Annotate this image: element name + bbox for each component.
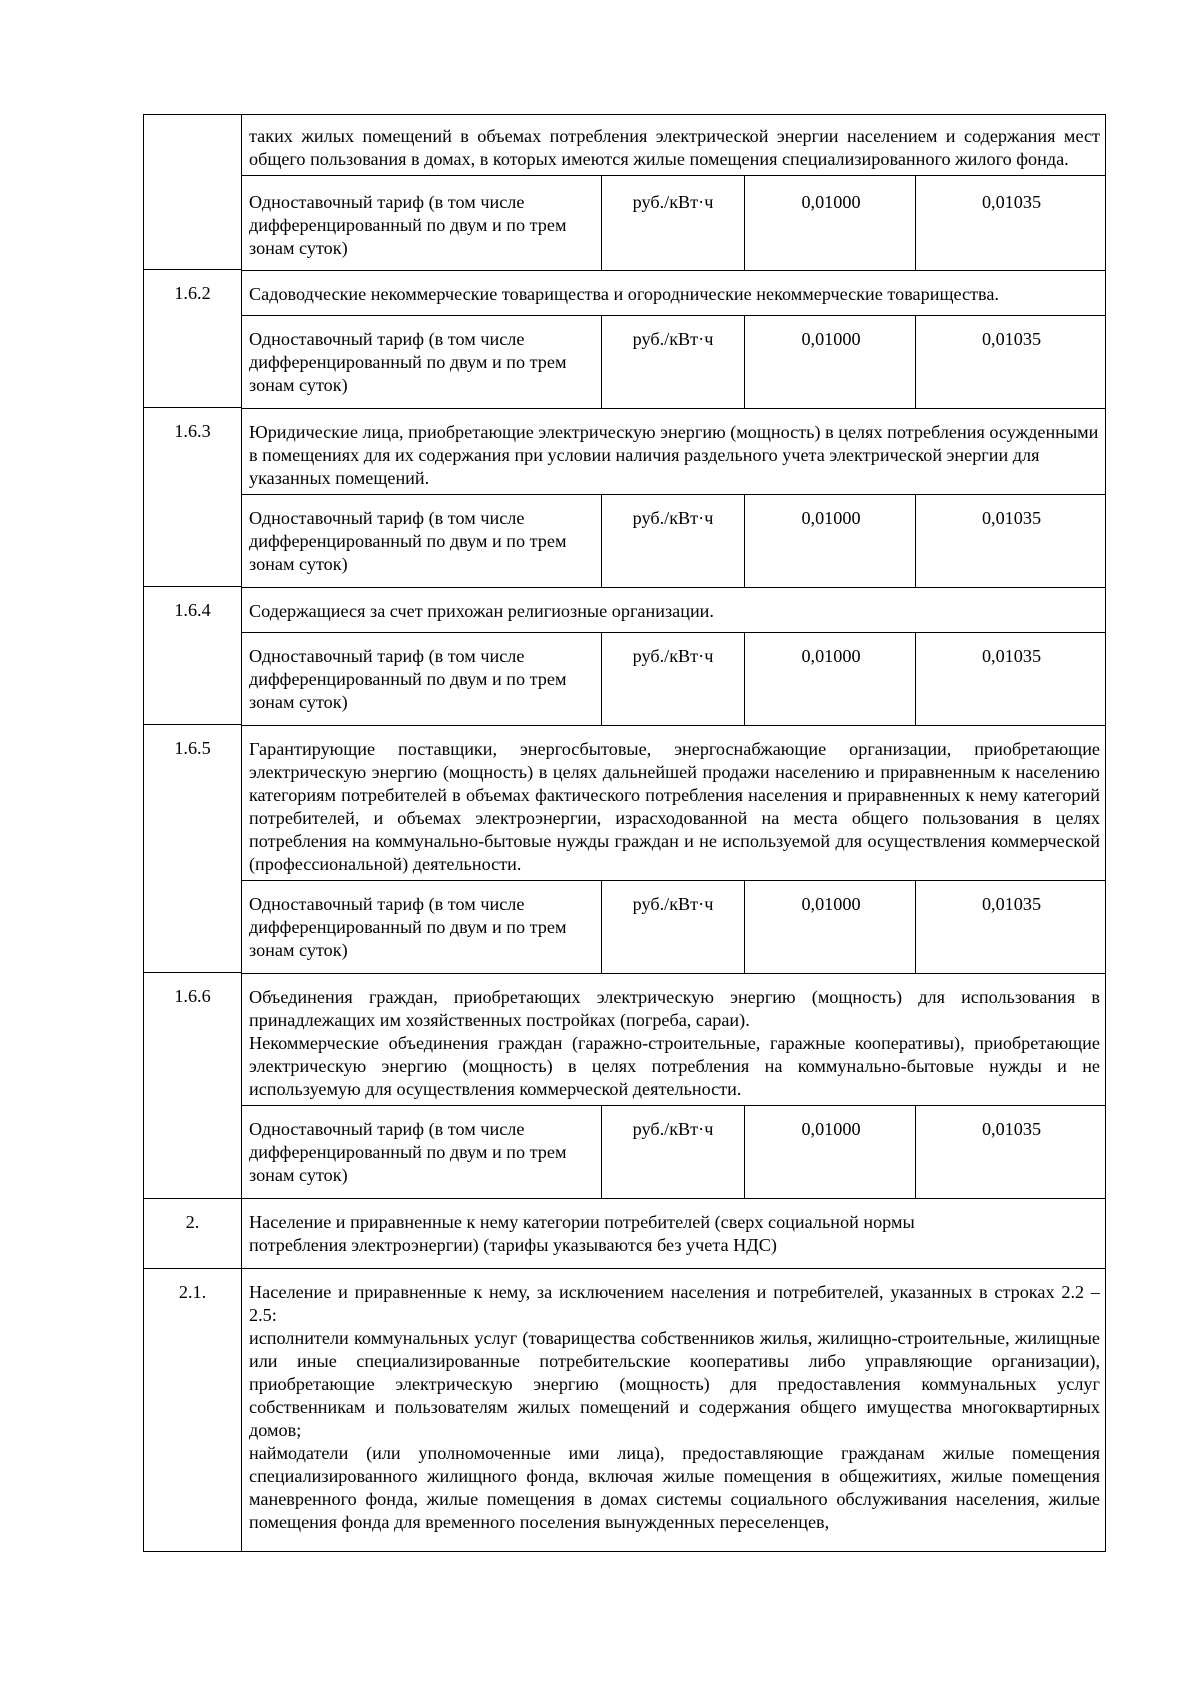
tariff-table (143, 114, 1106, 1552)
row-number-cell (144, 495, 242, 588)
value-1-cell: 0,01000 (745, 316, 916, 409)
row-description: Юридические лица, приобретающие электрическую энергию (мощность) в целях потребления осужденными в помещениях для их содержания при условии наличия раздельного учета электрической энергии для указанных помещений. (242, 409, 1106, 495)
value-2-cell: 0,01035 (916, 176, 1106, 271)
row-description: Гарантирующие поставщики, энергосбытовые, энергоснабжающие организации, приобретающие электрическую энергию (мощность) в целях дальнейшей продажи населению и приравненным к населению категориям потребителей в объемах фактического потребления населения и приравненных к нему категорий потребителей, и объемах электроэнергии, израсходованной на места общего пользования в целях потребления на коммунально-бытовые нужды граждан и не используемой для осуществления коммерческой (профессиональной) деятельности. (242, 726, 1106, 881)
value-2-cell: 0,01035 (916, 881, 1106, 974)
value-1-cell: 0,01000 (745, 881, 916, 974)
row-description (242, 974, 1106, 1106)
row-number-cell (144, 316, 242, 409)
value-2-cell: 0,01035 (916, 495, 1106, 588)
value-2-cell: 0,01035 (916, 633, 1106, 726)
row-number-cell (144, 633, 242, 726)
tariff-label: Одноставочный тариф (в том числе дифференцированный по двум и по трем зонам суток) (242, 176, 602, 271)
tariff-label: Одноставочный тариф (в том числе дифференцированный по двум и по трем зонам суток) (242, 881, 602, 974)
paragraph-2: исполнители коммунальных услуг (товарищества собственников жилья, жилищно-строительные, жилищные или иные специализированные потребительские кооперативы либо управляющие организации), приобретающие электрическую энергию (мощность) для предоставления коммунальных услуг собственникам и пользователям жилых помещений и содержания общего имущества многоквартирных домов; (249, 1328, 1100, 1440)
section-description: Население и приравненные к нему категории потребителей (сверх социальной нормы потребления электроэнергии) (тарифы указываются без учета НДС) (242, 1199, 1106, 1269)
tariff-label: Одноставочный тариф (в том числе дифференцированный по двум и по трем зонам суток) (242, 1106, 602, 1199)
tariff-label: Одноставочный тариф (в том числе дифференцированный по двум и по трем зонам суток) (242, 316, 602, 409)
row-number-cell: 1.6.5 (144, 724, 242, 881)
row-description-part-a: Объединения граждан, приобретающих электрическую энергию (мощность) для использования в принадлежащих им хозяйственных постройках (погреба, сараи). (249, 987, 1100, 1030)
row-number-cell: 1.6.2 (144, 269, 242, 316)
row-description: таких жилых помещений в объемах потребления электрической энергии населением и содержания мест общего пользования в домах, в которых имеются жилые помещения специализированного жилого фонда. (242, 115, 1106, 176)
row-number-cell (144, 1106, 242, 1199)
row-number-cell: 1.6.3 (144, 407, 242, 495)
row-description: Содержащиеся за счет прихожан религиозные организации. (242, 588, 1106, 633)
row-number-cell: 1.6.6 (144, 972, 242, 1106)
row-description: Садоводческие некоммерческие товарищества и огороднические некоммерческие товарищества. (242, 271, 1106, 316)
value-1-cell: 0,01000 (745, 495, 916, 588)
unit-cell: руб./кВт·ч (602, 1106, 745, 1199)
row-number-cell (144, 881, 242, 974)
row-number-cell: 2.1. (144, 1269, 242, 1552)
row-description (242, 1269, 1106, 1552)
value-2-cell: 0,01035 (916, 1106, 1106, 1199)
unit-cell: руб./кВт·ч (602, 176, 745, 271)
value-2-cell: 0,01035 (916, 316, 1106, 409)
value-1-cell: 0,01000 (745, 1106, 916, 1199)
unit-cell: руб./кВт·ч (602, 633, 745, 726)
unit-cell: руб./кВт·ч (602, 495, 745, 588)
row-description-part-b: Некоммерческие объединения граждан (гаражно-строительные, гаражные кооперативы), приобретающие электрическую энергию (мощность) в целях потребления на коммунально-бытовые нужды и не используемую для осуществления коммерческой деятельности. (249, 1033, 1100, 1099)
value-1-cell: 0,01000 (745, 176, 916, 271)
row-number-cell: 1.6.4 (144, 586, 242, 633)
tariff-label: Одноставочный тариф (в том числе дифференцированный по двум и по трем зонам суток) (242, 633, 602, 726)
paragraph-3: наймодатели (или уполномоченные ими лица), предоставляющие гражданам жилые помещения специализированного жилищного фонда, включая жилые помещения в общежитиях, жилые помещения маневренного фонда, жилые помещения в домах системы социального обслуживания населения, жилые помещения фонда для временного поселения вынужденных переселенцев, (249, 1443, 1100, 1532)
section-number-cell: 2. (144, 1199, 242, 1269)
row-number-cell (144, 115, 242, 176)
unit-cell: руб./кВт·ч (602, 316, 745, 409)
paragraph-1: Население и приравненные к нему, за исключением населения и потребителей, указанных в строках 2.2 – 2.5: (249, 1282, 1100, 1325)
value-1-cell: 0,01000 (745, 633, 916, 726)
tariff-label: Одноставочный тариф (в том числе дифференцированный по двум и по трем зонам суток) (242, 495, 602, 588)
row-number-cell (144, 176, 242, 271)
unit-cell: руб./кВт·ч (602, 881, 745, 974)
